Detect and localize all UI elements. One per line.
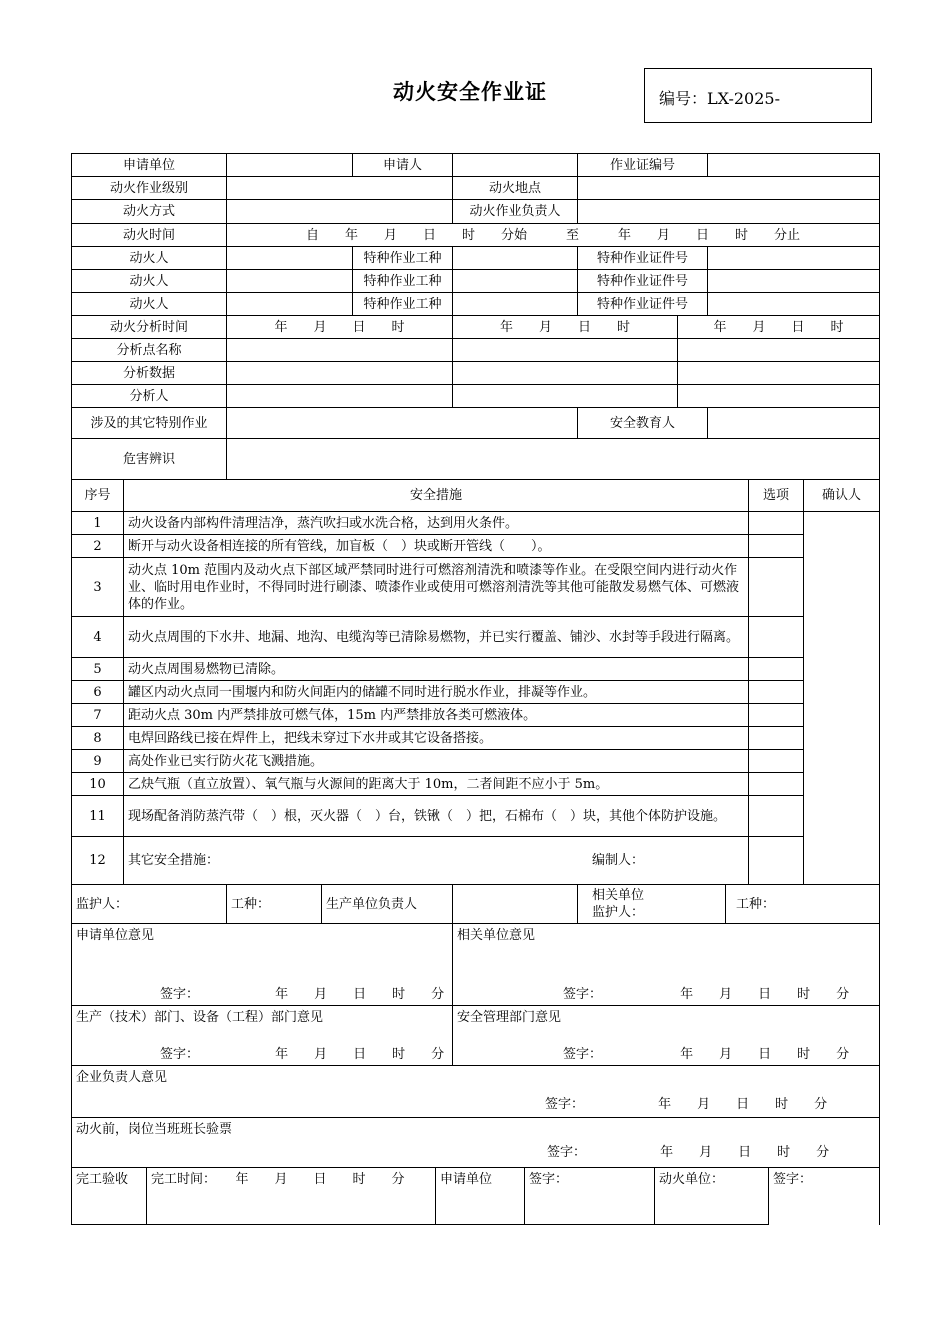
- measure-text: 距动火点 30m 内严禁排放可燃气体，15m 内严禁排放各类可燃液体。: [124, 704, 749, 727]
- label-fire-person: 动火人: [72, 247, 227, 270]
- field-fire-level[interactable]: [227, 177, 453, 200]
- label-special-type: 特种作业工种: [353, 247, 453, 270]
- label-applicant-opinion: 申请单位意见: [76, 928, 155, 943]
- label-analysis-point: 分析点名称: [72, 339, 227, 362]
- field-analysis-data-2[interactable]: [453, 362, 678, 385]
- measure-no: 7: [72, 704, 124, 727]
- label-special-type: 特种作业工种: [353, 293, 453, 316]
- label-special-cert: 特种作业证件号: [578, 247, 708, 270]
- label-analyst: 分析人: [72, 385, 227, 408]
- label-fire-location: 动火地点: [453, 177, 578, 200]
- enterprise-opinion-cell[interactable]: [72, 1066, 880, 1118]
- field-special-cert[interactable]: [708, 293, 880, 316]
- col-header-option: 选项: [749, 480, 804, 512]
- date-label: 年 月 日 时 分: [275, 1047, 445, 1062]
- label-analysis-time: 动火分析时间: [72, 316, 227, 339]
- field-applicant[interactable]: [453, 154, 578, 177]
- related-opinion-cell[interactable]: [453, 924, 880, 1006]
- document-number: 编号：LX-2025-: [644, 68, 872, 123]
- sign-label: 签字：: [545, 1097, 585, 1112]
- measure-option[interactable]: [749, 727, 804, 750]
- page-title: 动火安全作业证: [393, 79, 547, 104]
- label-completion-applicant: 申请单位: [436, 1168, 525, 1225]
- measure-text: 现场配备消防蒸汽带（ ）根，灭火器（ ）台，铁锹（ ）把，石棉布（ ）块，其他个体防护设施。: [124, 796, 749, 837]
- sign-label: 签字：: [547, 1145, 587, 1160]
- measure-no: 1: [72, 512, 124, 535]
- field-other-special[interactable]: [227, 408, 578, 439]
- sign-label: 签字：: [563, 1047, 603, 1062]
- measure-option[interactable]: [749, 617, 804, 658]
- field-analyst-1[interactable]: [227, 385, 453, 408]
- measure-no: 4: [72, 617, 124, 658]
- field-safety-educator[interactable]: [708, 408, 880, 439]
- measure-no: 2: [72, 535, 124, 558]
- field-special-type[interactable]: [453, 293, 578, 316]
- label-applicant-unit: 申请单位: [72, 154, 227, 177]
- field-completion-sign-2[interactable]: 签字：: [769, 1168, 880, 1225]
- field-applicant-unit[interactable]: [227, 154, 353, 177]
- measure-text: 动火设备内部构件清理洁净，蒸汽吹扫或水洗合格，达到用火条件。: [124, 512, 749, 535]
- field-fire-time[interactable]: 自 年 月 日 时 分始 至 年 月 日 时 分止: [227, 224, 880, 247]
- table-row: [72, 727, 880, 750]
- label-shift-leader: 动火前，岗位当班班长验票: [76, 1122, 233, 1137]
- label-fire-leader: 动火作业负责人: [453, 200, 578, 224]
- measure-no: 10: [72, 773, 124, 796]
- table-row: [72, 704, 880, 727]
- table-row: [72, 535, 880, 558]
- permit-info-table: [71, 153, 880, 480]
- label-work-type: 工种：: [227, 885, 322, 924]
- table-row: [72, 658, 880, 681]
- field-completion-time[interactable]: 完工时间： 年 月 日 时 分: [147, 1168, 436, 1225]
- col-header-confirm: 确认人: [804, 480, 880, 512]
- measure-option[interactable]: [749, 773, 804, 796]
- field-completion-fire-unit[interactable]: 动火单位：: [655, 1168, 769, 1225]
- measure-editor-label: 编制人：: [591, 853, 644, 868]
- safety-opinion-cell[interactable]: [453, 1006, 880, 1066]
- table-row: [72, 617, 880, 658]
- label-prod-leader: 生产单位负责人: [322, 885, 453, 924]
- measure-option[interactable]: [749, 558, 804, 617]
- field-analysis-time-2[interactable]: 年 月 日 时: [453, 316, 678, 339]
- col-header-measure: 安全措施: [124, 480, 749, 512]
- label-special-cert: 特种作业证件号: [578, 270, 708, 293]
- label-fire-person: 动火人: [72, 293, 227, 316]
- field-analysis-data-3[interactable]: [678, 362, 880, 385]
- safety-measures-table: [71, 479, 880, 885]
- label-fire-level: 动火作业级别: [72, 177, 227, 200]
- field-completion-sign[interactable]: 签字：: [525, 1168, 655, 1225]
- label-fire-method: 动火方式: [72, 200, 227, 224]
- label-permit-no: 作业证编号: [578, 154, 708, 177]
- table-row: [72, 558, 880, 617]
- label-fire-person: 动火人: [72, 270, 227, 293]
- field-analysis-time-3[interactable]: 年 月 日 时: [678, 316, 880, 339]
- measure-text: 动火点周围易燃物已清除。: [124, 658, 749, 681]
- field-analyst-3[interactable]: [678, 385, 880, 408]
- measure-option[interactable]: [749, 681, 804, 704]
- measure-option[interactable]: [749, 704, 804, 727]
- field-fire-method[interactable]: [227, 200, 453, 224]
- label-related-opinion: 相关单位意见: [457, 928, 536, 943]
- table-row: [72, 681, 880, 704]
- measure-other-label: 其它安全措施：: [128, 853, 220, 868]
- label-guardian: 监护人：: [72, 885, 227, 924]
- measure-option[interactable]: [749, 750, 804, 773]
- sign-label: 签字：: [563, 987, 603, 1002]
- measure-text: 乙炔气瓶（直立放置）、氧气瓶与火源间的距离大于 10m，二者间距不应小于 5m。: [124, 773, 749, 796]
- label-fire-time: 动火时间: [72, 224, 227, 247]
- measure-no: 3: [72, 558, 124, 617]
- measure-text: 断开与动火设备相连接的所有管线，加盲板（ ）块或断开管线（ ）。: [124, 535, 749, 558]
- col-header-no: 序号: [72, 480, 124, 512]
- label-safety-educator: 安全教育人: [578, 408, 708, 439]
- field-fire-person[interactable]: [227, 293, 353, 316]
- measure-option[interactable]: [749, 658, 804, 681]
- table-row: [72, 512, 880, 535]
- field-analysis-time-1[interactable]: 年 月 日 时: [227, 316, 453, 339]
- field-special-cert[interactable]: [708, 247, 880, 270]
- field-prod-leader[interactable]: [453, 885, 578, 924]
- field-special-type[interactable]: [453, 247, 578, 270]
- table-row: [72, 773, 880, 796]
- label-work-type-2: 工种：: [726, 885, 880, 924]
- measure-no: 9: [72, 750, 124, 773]
- supervision-table: [71, 884, 880, 924]
- measure-option[interactable]: [749, 796, 804, 837]
- measure-option[interactable]: [749, 512, 804, 535]
- label-related-guardian: 相关单位 监护人：: [578, 885, 726, 924]
- field-fire-person[interactable]: [227, 247, 353, 270]
- measure-confirm[interactable]: [804, 512, 880, 885]
- field-analyst-2[interactable]: [453, 385, 678, 408]
- label-special-cert: 特种作业证件号: [578, 293, 708, 316]
- applicant-opinion-cell[interactable]: [72, 924, 453, 1006]
- field-analysis-point-2[interactable]: [453, 339, 678, 362]
- measure-option[interactable]: [749, 535, 804, 558]
- label-tech-opinion: 生产（技术）部门、设备（工程）部门意见: [76, 1010, 324, 1025]
- sign-label: 签字：: [160, 1047, 200, 1062]
- field-fire-person[interactable]: [227, 270, 353, 293]
- sign-label: 签字：: [160, 987, 200, 1002]
- date-label: 年 月 日 时 分: [680, 1047, 850, 1062]
- opinions-table: [71, 923, 880, 1168]
- date-label: 年 月 日 时 分: [680, 987, 850, 1002]
- field-fire-location[interactable]: [578, 177, 880, 200]
- field-analysis-data-1[interactable]: [227, 362, 453, 385]
- label-special-type: 特种作业工种: [353, 270, 453, 293]
- field-fire-leader[interactable]: [578, 200, 880, 224]
- tech-opinion-cell[interactable]: [72, 1006, 453, 1066]
- label-other-special: 涉及的其它特别作业: [72, 408, 227, 439]
- measure-text: 电焊回路线已接在焊件上，把线未穿过下水井或其它设备搭接。: [124, 727, 749, 750]
- label-applicant: 申请人: [353, 154, 453, 177]
- measure-text: 罐区内动火点同一围堰内和防火间距内的储罐不同时进行脱水作业，排凝等作业。: [124, 681, 749, 704]
- measure-no: 5: [72, 658, 124, 681]
- measure-no: 6: [72, 681, 124, 704]
- measure-no: 11: [72, 796, 124, 837]
- date-label: 年 月 日 时 分: [658, 1097, 828, 1112]
- completion-table: [71, 1167, 880, 1225]
- field-special-type[interactable]: [453, 270, 578, 293]
- measure-no: 8: [72, 727, 124, 750]
- label-safety-opinion: 安全管理部门意见: [457, 1010, 562, 1025]
- label-enterprise-opinion: 企业负责人意见: [76, 1070, 168, 1085]
- measure-text: 动火点 10m 范围内及动火点下部区域严禁同时进行可燃溶剂清洗和喷漆等作业。在受限空间内进行动火作业、临时用电作业时，不得同时进行刷漆、喷漆作业或使用可燃溶剂清洗等其他可能散发易燃气体、可燃液体的作业。: [124, 558, 749, 617]
- table-row: [72, 796, 880, 837]
- table-row: [72, 837, 880, 885]
- date-label: 年 月 日 时 分: [660, 1145, 830, 1160]
- field-analysis-point-1[interactable]: [227, 339, 453, 362]
- measure-option[interactable]: [749, 837, 804, 885]
- measure-text: 动火点周围的下水井、地漏、地沟、电缆沟等已清除易燃物，并已实行覆盖、铺沙、水封等手段进行隔离。: [124, 617, 749, 658]
- field-hazard[interactable]: [227, 439, 880, 480]
- label-analysis-data: 分析数据: [72, 362, 227, 385]
- measure-no: 12: [72, 837, 124, 885]
- date-label: 年 月 日 时 分: [275, 987, 445, 1002]
- measure-text: 高处作业已实行防火花飞溅措施。: [124, 750, 749, 773]
- field-special-cert[interactable]: [708, 270, 880, 293]
- measure-text-other[interactable]: [124, 837, 749, 885]
- label-completion: 完工验收: [72, 1168, 147, 1225]
- table-row: [72, 750, 880, 773]
- field-permit-no[interactable]: [708, 154, 880, 177]
- shift-leader-cell[interactable]: [72, 1118, 880, 1168]
- field-analysis-point-3[interactable]: [678, 339, 880, 362]
- label-hazard: 危害辨识: [72, 439, 227, 480]
